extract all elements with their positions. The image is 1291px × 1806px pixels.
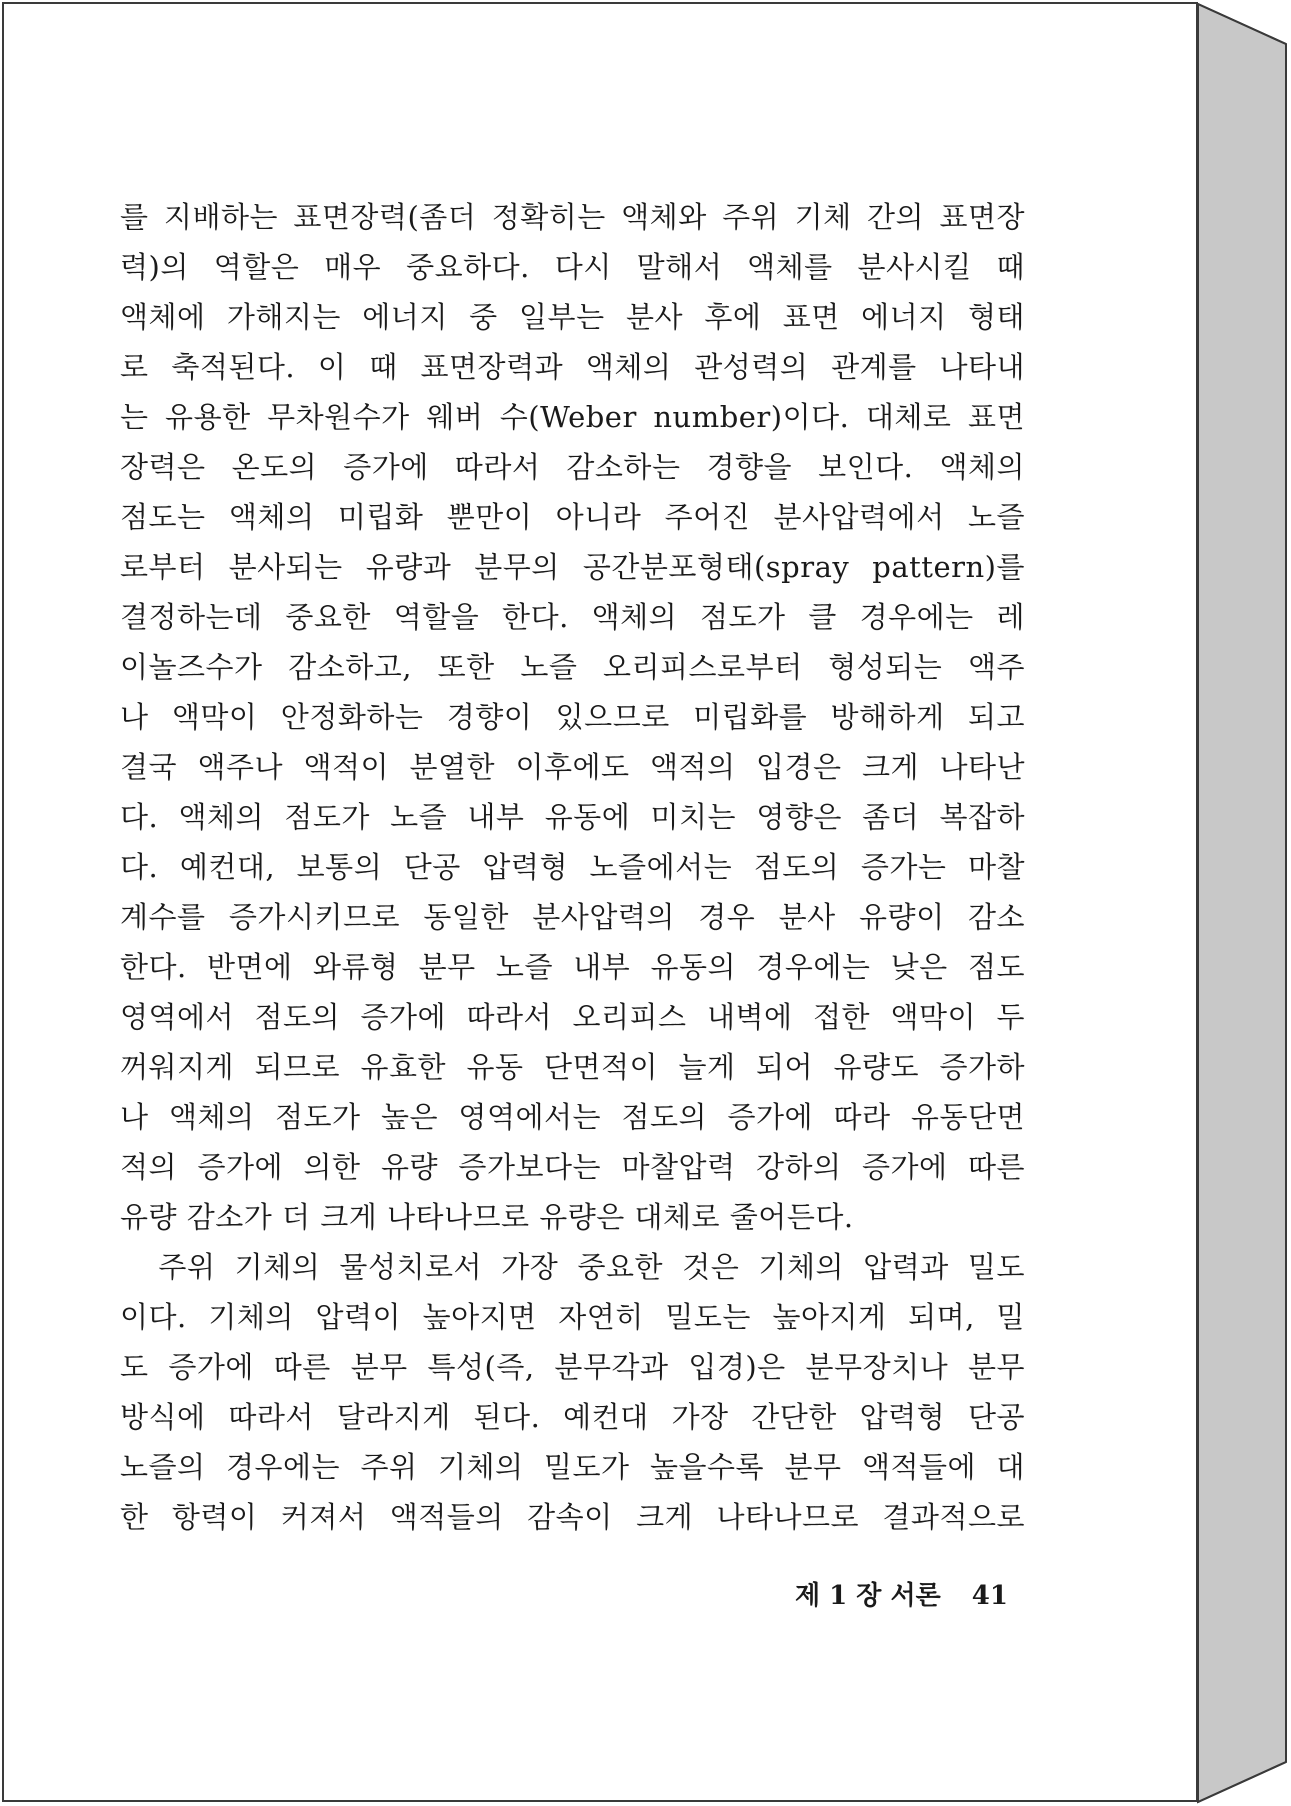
text-line: 액체에 가해지는 에너지 중 일부는 분사 후에 표면 에너지 형태 bbox=[120, 300, 1025, 334]
text-line: 유량 감소가 더 크게 나타나므로 유량은 대체로 줄어든다. bbox=[120, 1200, 854, 1234]
text-line: 다. 예컨대, 보통의 단공 압력형 노즐에서는 점도의 증가는 마찰 bbox=[120, 850, 1025, 884]
text-line: 나 액막이 안정화하는 경향이 있으므로 미립화를 방해하게 되고 bbox=[120, 700, 1025, 734]
text-line: 이놀즈수가 감소하고, 또한 노즐 오리피스로부터 형성되는 액주 bbox=[120, 650, 1025, 684]
text-line: 는 유용한 무차원수가 웨버 수(Weber number)이다. 대체로 표면 bbox=[120, 400, 1025, 434]
chapter-title: 제 1 장 서론 bbox=[795, 1581, 941, 1611]
text-line: 점도는 액체의 미립화 뿐만이 아니라 주어진 분사압력에서 노즐 bbox=[120, 500, 1025, 534]
text-line: 이다. 기체의 압력이 높아지면 자연히 밀도는 높아지게 되며, 밀 bbox=[120, 1300, 1025, 1334]
text-line: 계수를 증가시키므로 동일한 분사압력의 경우 분사 유량이 감소 bbox=[120, 900, 1025, 934]
text-line: 다. 액체의 점도가 노즐 내부 유동에 미치는 영향은 좀더 복잡하 bbox=[120, 800, 1025, 834]
text-line: 를 지배하는 표면장력(좀더 정확히는 액체와 주위 기체 간의 표면장 bbox=[120, 200, 1025, 234]
text-line: 결국 액주나 액적이 분열한 이후에도 액적의 입경은 크게 나타난 bbox=[120, 750, 1025, 784]
text-line: 결정하는데 중요한 역할을 한다. 액체의 점도가 클 경우에는 레 bbox=[120, 600, 1025, 634]
text-line: 영역에서 점도의 증가에 따라서 오리피스 내벽에 접한 액막이 두 bbox=[120, 1000, 1025, 1034]
text-line: 방식에 따라서 달라지게 된다. 예컨대 가장 간단한 압력형 단공 bbox=[120, 1400, 1025, 1434]
page-footer bbox=[795, 1575, 1008, 1612]
body-text bbox=[120, 192, 1025, 1542]
text-line: 도 증가에 따른 분무 특성(즉, 분무각과 입경)은 분무장치나 분무 bbox=[120, 1350, 1025, 1384]
text-line: 장력은 온도의 증가에 따라서 감소하는 경향을 보인다. 액체의 bbox=[120, 450, 1025, 484]
text-line: 한다. 반면에 와류형 분무 노즐 내부 유동의 경우에는 낮은 점도 bbox=[120, 950, 1025, 984]
page-number: 41 bbox=[971, 1581, 1008, 1611]
text-line: 적의 증가에 의한 유량 증가보다는 마찰압력 강하의 증가에 따른 bbox=[120, 1150, 1025, 1184]
text-line: 노즐의 경우에는 주위 기체의 밀도가 높을수록 분무 액적들에 대 bbox=[120, 1450, 1025, 1484]
text-line: 한 항력이 커져서 액적들의 감속이 크게 나타나므로 결과적으로 bbox=[120, 1500, 1025, 1534]
text-line: 로 축적된다. 이 때 표면장력과 액체의 관성력의 관계를 나타내 bbox=[120, 350, 1025, 384]
text-line: 나 액체의 점도가 높은 영역에서는 점도의 증가에 따라 유동단면 bbox=[120, 1100, 1025, 1134]
text-line: 꺼워지게 되므로 유효한 유동 단면적이 늘게 되어 유량도 증가하 bbox=[120, 1050, 1025, 1084]
text-line-indented: 주위 기체의 물성치로서 가장 중요한 것은 기체의 압력과 밀도 bbox=[120, 1250, 1025, 1284]
text-line: 력)의 역할은 매우 중요하다. 다시 말해서 액체를 분사시킬 때 bbox=[120, 250, 1025, 284]
text-line: 로부터 분사되는 유량과 분무의 공간분포형태(spray pattern)를 bbox=[120, 550, 1025, 584]
